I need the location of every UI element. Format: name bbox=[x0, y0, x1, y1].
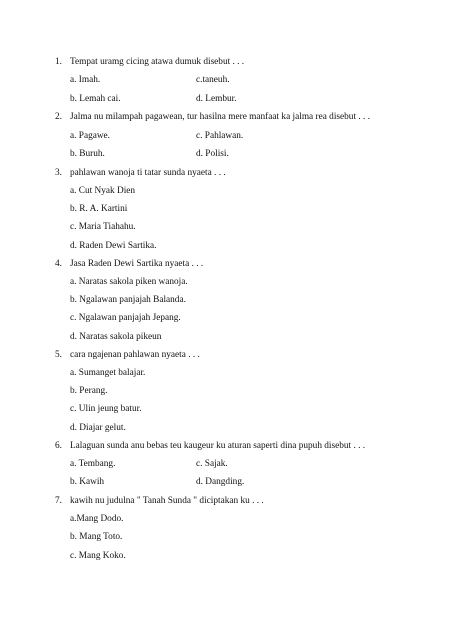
option-b: b. Buruh. bbox=[70, 149, 105, 159]
option-a: a. Pagawe. bbox=[70, 131, 111, 141]
option-d: d. Raden Dewi Sartika. bbox=[70, 241, 157, 251]
option-d: d. Lembur. bbox=[196, 94, 237, 104]
question-text: kawih nu judulna " Tanah Sunda " diciptakan ku . . . bbox=[70, 496, 264, 506]
option-c: c. Maria Tiahahu. bbox=[70, 222, 136, 232]
option-d: d. Naratas sakola pikeun bbox=[70, 332, 162, 342]
question-text: pahlawan wanoja ti tatar sunda nyaeta . . . bbox=[70, 168, 226, 178]
option-b: b. Ngalawan panjajah Balanda. bbox=[70, 295, 186, 305]
question-text: Jasa Raden Dewi Sartika nyaeta . . . bbox=[70, 259, 204, 269]
option-d: d. Diajar gelut. bbox=[70, 423, 126, 433]
question-number: 1. bbox=[55, 57, 62, 67]
option-b: b. Lemah cai. bbox=[70, 94, 121, 104]
option-c: c.taneuh. bbox=[196, 75, 230, 85]
option-b: b. Mang Toto. bbox=[70, 532, 123, 542]
question-number: 7. bbox=[55, 496, 62, 506]
option-c: c. Pahlawan. bbox=[196, 131, 244, 141]
option-b: b. Kawih bbox=[70, 477, 105, 487]
option-a: a. Sumanget balajar. bbox=[70, 368, 146, 378]
option-c: c. Sajak. bbox=[196, 459, 228, 469]
question-number: 5. bbox=[55, 350, 62, 360]
question-number: 3. bbox=[55, 168, 62, 178]
option-d: d. Polisi. bbox=[196, 149, 229, 159]
option-c: c. Ngalawan panjajah Jepang. bbox=[70, 313, 181, 323]
option-c: c. Mang Koko. bbox=[70, 551, 126, 561]
option-b: b. Perang. bbox=[70, 386, 108, 396]
option-a: a.Mang Dodo. bbox=[70, 514, 124, 524]
question-text: Tempat uramg cicing atawa dumuk disebut . . . bbox=[70, 57, 245, 67]
option-d: d. Dangding. bbox=[196, 477, 245, 487]
question-text: Jalma nu milampah pagawean, tur hasilna mere manfaat ka jalma rea disebut . . . bbox=[70, 112, 370, 122]
option-a: a. Tembang. bbox=[70, 459, 116, 469]
option-a: a. Imah. bbox=[70, 75, 101, 85]
question-text: Lalaguan sunda anu bebas teu kaugeur ku aturan saperti dina pupuh disebut . . . bbox=[70, 441, 366, 451]
question-text: cara ngajenan pahlawan nyaeta . . . bbox=[70, 350, 200, 360]
option-a: a. Naratas sakola piken wanoja. bbox=[70, 277, 188, 287]
option-c: c. Ulin jeung batur. bbox=[70, 404, 142, 414]
question-number: 6. bbox=[55, 441, 62, 451]
option-b: b. R. A. Kartini bbox=[70, 204, 128, 214]
question-number: 2. bbox=[55, 112, 62, 122]
option-a: a. Cut Nyak Dien bbox=[70, 186, 136, 196]
question-number: 4. bbox=[55, 259, 62, 269]
